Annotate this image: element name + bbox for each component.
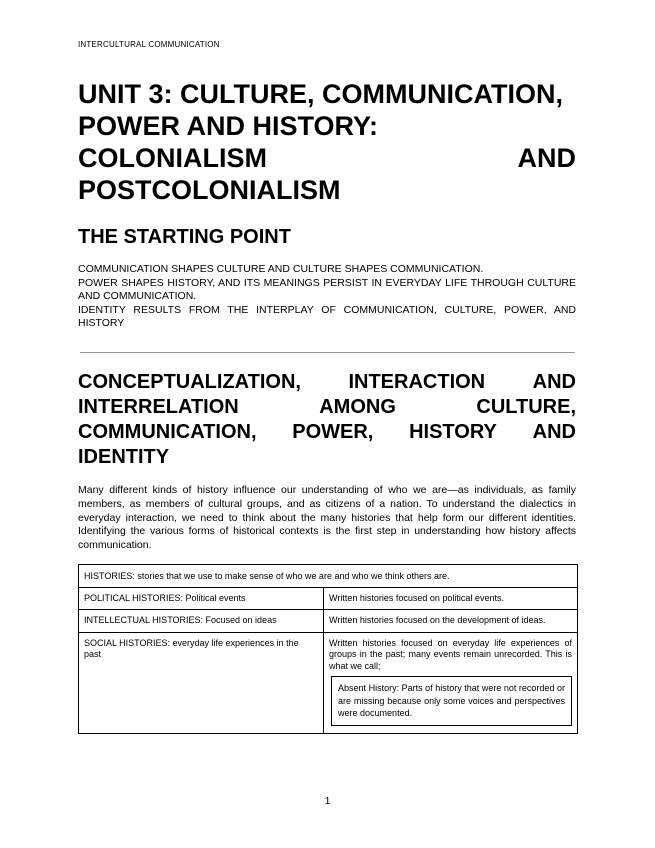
heading-word: POWER,	[292, 421, 374, 443]
heading-word: COMMUNICATION,	[78, 421, 257, 443]
table-cell-right: Written histories focused on political events.	[324, 587, 578, 610]
section-heading-row	[78, 395, 576, 420]
table-cell-right	[324, 632, 578, 733]
histories-table	[78, 564, 578, 734]
title-line-4: POSTCOLONIALISM	[78, 175, 341, 205]
section-heading-row	[78, 370, 576, 395]
starting-point-heading: THE STARTING POINT	[78, 226, 291, 248]
section-divider	[80, 352, 575, 353]
heading-word: AMONG	[319, 396, 396, 418]
table-row	[79, 632, 578, 733]
table-cell-right: Written histories focused on the development of ideas.	[324, 610, 578, 633]
table-cell-left: POLITICAL HISTORIES: Political events	[79, 587, 324, 610]
heading-word: INTERACTION	[348, 371, 486, 393]
table-row	[79, 587, 578, 610]
heading-word: IDENTITY	[78, 446, 170, 468]
heading-word: AND	[532, 371, 576, 393]
social-histories-text: Written histories focused on everyday life experiences of groups in the past; many events remain unrecorded. This is what we call;	[329, 637, 572, 671]
starting-point-item: POWER SHAPES HISTORY, AND ITS MEANINGS PERSIST IN EVERYDAY LIFE THROUGH CULTURE AND COMMUNICATION.	[78, 276, 576, 302]
heading-word: INTERRELATION	[78, 396, 239, 418]
absent-history-box: Absent History: Parts of history that were not recorded or are missing because only some voices and perspectives were documented.	[331, 676, 572, 726]
starting-point-item: COMMUNICATION SHAPES CULTURE AND CULTURE SHAPES COMMUNICATION.	[78, 263, 484, 275]
title-line-2: POWER AND HISTORY:	[78, 111, 379, 141]
page-number: 1	[324, 795, 331, 807]
heading-word: CONCEPTUALIZATION,	[78, 371, 301, 393]
unit-title	[78, 78, 576, 206]
table-row	[79, 565, 578, 588]
title-line-3	[78, 142, 576, 174]
table-header-cell: HISTORIES: stories that we use to make sense of who we are and who we think others are.	[79, 565, 578, 588]
intro-paragraph: Many different kinds of history influence our understanding of who we are—as individuals, as family members, as members of cultural groups, and as citizens of a nation. To understand the dialectics in everyday interaction, we need to think about the many histories that help form our different identities. Identifying the various forms of historical contexts is the first step in understanding how history affects communication.	[78, 484, 576, 552]
table-cell-left: INTELLECTUAL HISTORIES: Focused on ideas	[79, 610, 324, 633]
starting-point-item: IDENTITY RESULTS FROM THE INTERPLAY OF COMMUNICATION, CULTURE, POWER, AND HISTORY	[78, 303, 576, 329]
table-cell-left: SOCIAL HISTORIES: everyday life experiences in the past	[79, 632, 324, 733]
starting-point-list	[78, 263, 576, 331]
title-line-3-left: COLONIALISM	[78, 143, 267, 173]
heading-word: CULTURE,	[476, 396, 576, 418]
table-row	[79, 610, 578, 633]
heading-word: AND	[532, 421, 576, 443]
running-header: INTERCULTURAL COMMUNICATION	[78, 40, 220, 49]
section-heading-row	[78, 445, 576, 470]
heading-word: HISTORY	[409, 421, 497, 443]
section-heading-row	[78, 420, 576, 445]
title-line-1: UNIT 3: CULTURE, COMMUNICATION,	[78, 79, 563, 109]
section-heading	[78, 370, 576, 470]
title-line-3-right: AND	[517, 143, 576, 173]
